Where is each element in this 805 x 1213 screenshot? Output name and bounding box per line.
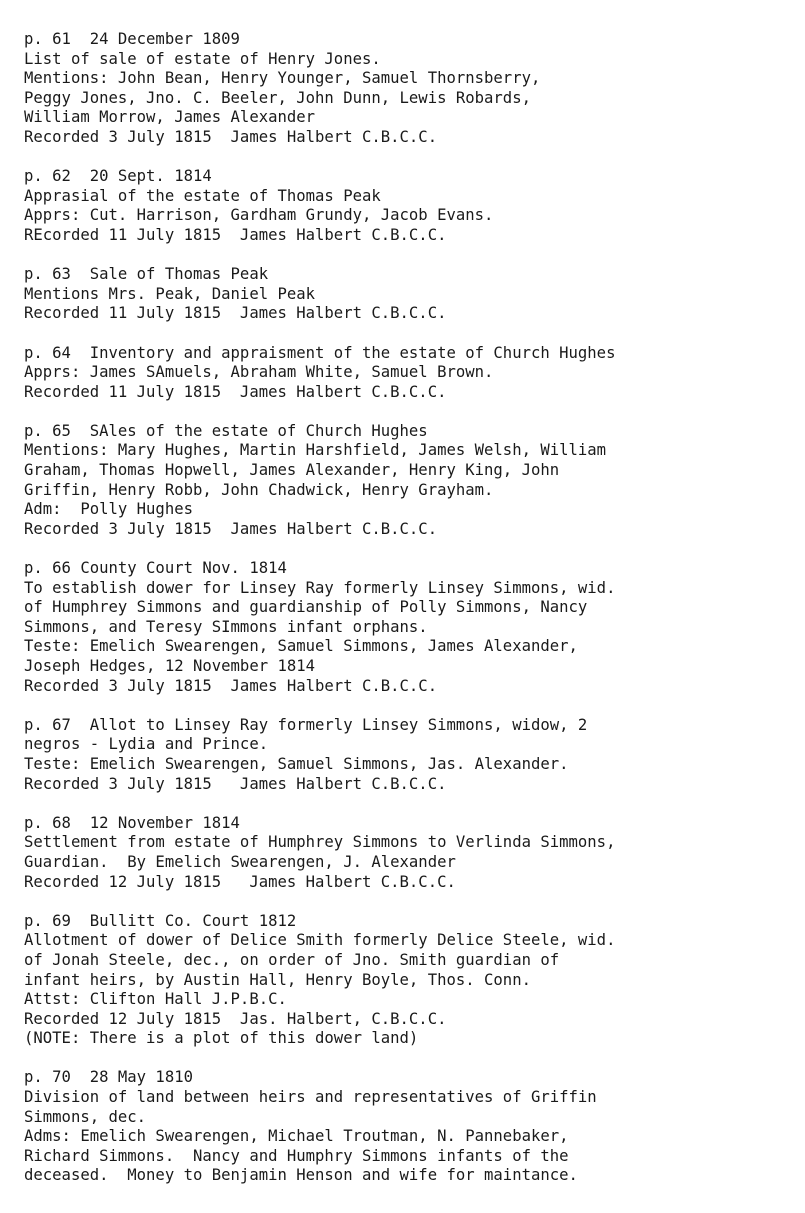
entry-line: Teste: Emelich Swearengen, Samuel Simmons, James Alexander, <box>24 637 578 656</box>
document-page <box>24 30 799 1206</box>
entry-line: Simmons, dec. <box>24 1107 147 1126</box>
entry-line: Division of land between heirs and representatives of Griffin <box>24 1088 597 1107</box>
entry-line: Recorded 3 July 1815 James Halbert C.B.C.C. <box>24 519 438 538</box>
entry-line: Joseph Hedges, 12 November 1814 <box>24 657 316 675</box>
record-entry <box>24 814 799 892</box>
entry-line: Richard Simmons. Nancy and Humphry Simmons infants of the <box>24 1146 569 1165</box>
entry-heading: p. 61 24 December 1809 <box>24 30 240 48</box>
entry-line: Recorded 12 July 1815 Jas. Halbert, C.B.C.C. <box>24 1009 447 1028</box>
entry-line: List of sale of estate of Henry Jones. <box>24 49 381 68</box>
entry-line: deceased. Money to Benjamin Henson and wife for maintance. <box>24 1166 578 1185</box>
record-entry <box>24 265 799 324</box>
record-entry <box>24 344 799 403</box>
entry-heading: p. 66 County Court Nov. 1814 <box>24 559 287 578</box>
entry-heading: p. 63 Sale of Thomas Peak <box>24 265 269 284</box>
entry-heading: p. 68 12 November 1814 <box>24 813 240 832</box>
entry-line: Attst: Clifton Hall J.P.B.C. <box>24 990 287 1009</box>
entry-line: Simmons, and Teresy SImmons infant orphans. <box>24 617 428 636</box>
entry-heading: p. 62 20 Sept. 1814 <box>24 167 212 186</box>
entry-heading: p. 65 SAles of the estate of Church Hughes <box>24 421 428 440</box>
entry-line: REcorded 11 July 1815 James Halbert C.B.C.C. <box>24 225 447 244</box>
entry-line: of Jonah Steele, dec., on order of Jno. Smith guardian of <box>24 950 560 969</box>
entry-line: Recorded 3 July 1815 James Halbert C.B.C.C. <box>24 127 438 146</box>
entry-line: Apprs: Cut. Harrison, Gardham Grundy, Jacob Evans. <box>24 206 494 225</box>
entry-heading: p. 70 28 May 1810 <box>24 1068 193 1087</box>
entry-heading: p. 64 Inventory and appraisment of the estate of Church Hughes <box>24 343 616 362</box>
entry-line: Allotment of dower of Delice Smith formerly Delice Steele, wid. <box>24 931 616 950</box>
entry-line: Adm: Polly Hughes <box>24 500 193 519</box>
entry-line: infant heirs, by Austin Hall, Henry Boyle, Thos. Conn. <box>24 970 531 989</box>
entry-heading: p. 67 Allot to Linsey Ray formerly Linsey Simmons, widow, 2 <box>24 715 588 734</box>
record-entry <box>24 422 799 540</box>
entry-heading: p. 69 Bullitt Co. Court 1812 <box>24 911 297 930</box>
entry-line: Graham, Thomas Hopwell, James Alexander, Henry King, John <box>24 461 560 480</box>
record-entry <box>24 30 799 148</box>
entry-line: Recorded 11 July 1815 James Halbert C.B.C.C. <box>24 382 447 401</box>
entry-line: Apprasial of the estate of Thomas Peak <box>24 186 381 205</box>
entry-line: Adms: Emelich Swearengen, Michael Troutman, N. Pannebaker, <box>24 1127 569 1146</box>
entry-line: William Morrow, James Alexander <box>24 108 316 127</box>
entry-line: Griffin, Henry Robb, John Chadwick, Henry Grayham. <box>24 480 494 499</box>
record-entry <box>24 559 799 696</box>
entry-line: Recorded 11 July 1815 James Halbert C.B.C.C. <box>24 304 447 323</box>
entry-line: Guardian. By Emelich Swearengen, J. Alexander <box>24 852 456 871</box>
entry-line: Mentions: Mary Hughes, Martin Harshfield, James Welsh, William <box>24 441 607 460</box>
entry-line: Teste: Emelich Swearengen, Samuel Simmons, Jas. Alexander. <box>24 754 569 773</box>
entry-line: Mentions Mrs. Peak, Daniel Peak <box>24 284 316 303</box>
record-entry <box>24 912 799 1049</box>
record-entry <box>24 716 799 794</box>
entry-line: negros - Lydia and Prince. <box>24 735 269 754</box>
entry-line: of Humphrey Simmons and guardianship of Polly Simmons, Nancy <box>24 598 588 617</box>
entry-line: To establish dower for Linsey Ray formerly Linsey Simmons, wid. <box>24 578 616 597</box>
entry-line: (NOTE: There is a plot of this dower land) <box>24 1029 419 1048</box>
entry-line: Peggy Jones, Jno. C. Beeler, John Dunn, Lewis Robards, <box>24 88 531 107</box>
entry-line: Recorded 3 July 1815 James Halbert C.B.C.C. <box>24 774 447 793</box>
entry-line: Settlement from estate of Humphrey Simmons to Verlinda Simmons, <box>24 833 616 852</box>
entry-line: Recorded 3 July 1815 James Halbert C.B.C.C. <box>24 676 438 695</box>
entry-line: Apprs: James SAmuels, Abraham White, Samuel Brown. <box>24 363 494 382</box>
record-entry <box>24 167 799 245</box>
entry-line: Mentions: John Bean, Henry Younger, Samuel Thornsberry, <box>24 69 541 88</box>
record-entry <box>24 1068 799 1186</box>
entry-line: Recorded 12 July 1815 James Halbert C.B.C.C. <box>24 872 456 891</box>
